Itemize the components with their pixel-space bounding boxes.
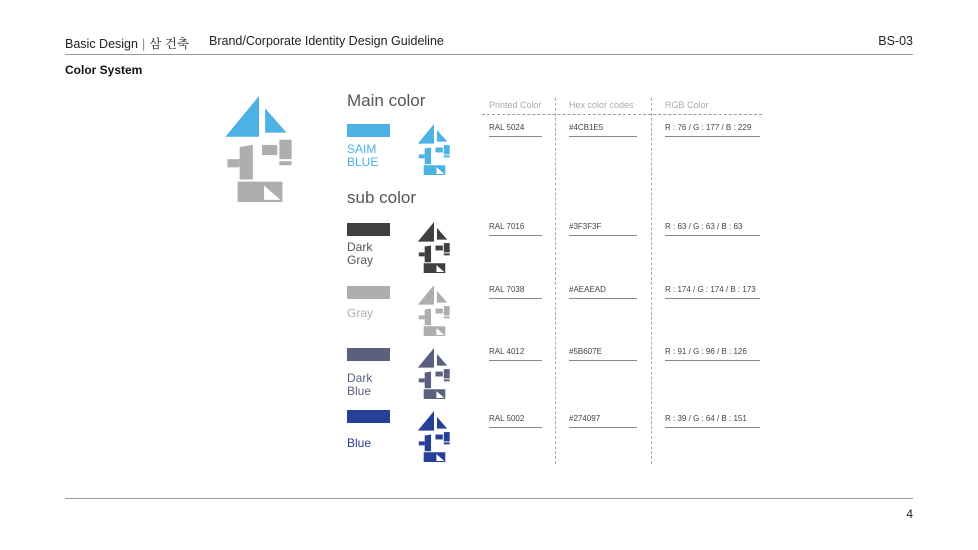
- printed-color-value: RAL 5024: [489, 123, 542, 137]
- page-number: 4: [906, 507, 913, 521]
- rgb-value: R : 39 / G : 64 / B : 151: [665, 414, 760, 428]
- printed-color-value: RAL 5002: [489, 414, 542, 428]
- logo-mark-gray: [411, 285, 457, 337]
- rgb-value: R : 63 / G : 63 / B : 63: [665, 222, 760, 236]
- header-section-label: Basic Design: [65, 37, 138, 51]
- logo-mark-saim-blue: [411, 124, 457, 176]
- hex-code-value: #3F3F3F: [569, 222, 637, 236]
- header-rule: [65, 54, 913, 55]
- logo-mark-dark-gray: [411, 222, 457, 274]
- printed-color-value: RAL 4012: [489, 347, 542, 361]
- color-swatch: [347, 124, 390, 137]
- col-rgb-color: RGB Color: [665, 100, 709, 110]
- hex-code-value: #274097: [569, 414, 637, 428]
- column-divider: [651, 98, 652, 464]
- header-code: BS-03: [878, 34, 913, 48]
- rgb-value: R : 91 / G : 96 / B : 126: [665, 347, 760, 361]
- col-printed-color: Printed Color: [489, 100, 542, 110]
- color-name: Gray: [347, 306, 374, 320]
- printed-color-value: RAL 7016: [489, 222, 542, 236]
- logo-mark-dark-blue: [411, 348, 457, 400]
- color-name: Blue: [347, 436, 372, 450]
- header-company: 삼 건축: [149, 37, 189, 51]
- color-swatch: [347, 410, 390, 423]
- rgb-value: R : 76 / G : 177 / B : 229: [665, 123, 760, 137]
- printed-color-value: RAL 7038: [489, 285, 542, 299]
- main-color-heading: Main color: [347, 91, 426, 110]
- table-header-divider: [482, 114, 762, 115]
- logo-mark-blue: [411, 411, 457, 463]
- header-section: [65, 34, 189, 52]
- hex-code-value: #AEAEAD: [569, 285, 637, 299]
- color-swatch: [347, 223, 390, 236]
- column-divider: [555, 98, 556, 464]
- color-name: Dark Gray: [347, 240, 374, 267]
- hex-code-value: #4CB1E5: [569, 123, 637, 137]
- sub-color-heading: sub color: [347, 188, 416, 207]
- logo-body-shape: [227, 140, 291, 202]
- color-swatch: [347, 348, 390, 361]
- section-title: Color System: [65, 63, 143, 77]
- header-divider: |: [141, 37, 146, 51]
- footer-rule: [65, 498, 913, 499]
- logo-roof-shape: [225, 96, 286, 137]
- col-hex-codes: Hex color codes: [569, 100, 634, 110]
- color-name: Dark Blue: [347, 371, 373, 398]
- header-title: Brand/Corporate Identity Design Guideline: [209, 34, 444, 48]
- rgb-value: R : 174 / G : 174 / B : 173: [665, 285, 760, 299]
- hex-code-value: #5B607E: [569, 347, 637, 361]
- color-name: SAIM BLUE: [347, 142, 379, 169]
- logo-mark-large: [219, 96, 299, 204]
